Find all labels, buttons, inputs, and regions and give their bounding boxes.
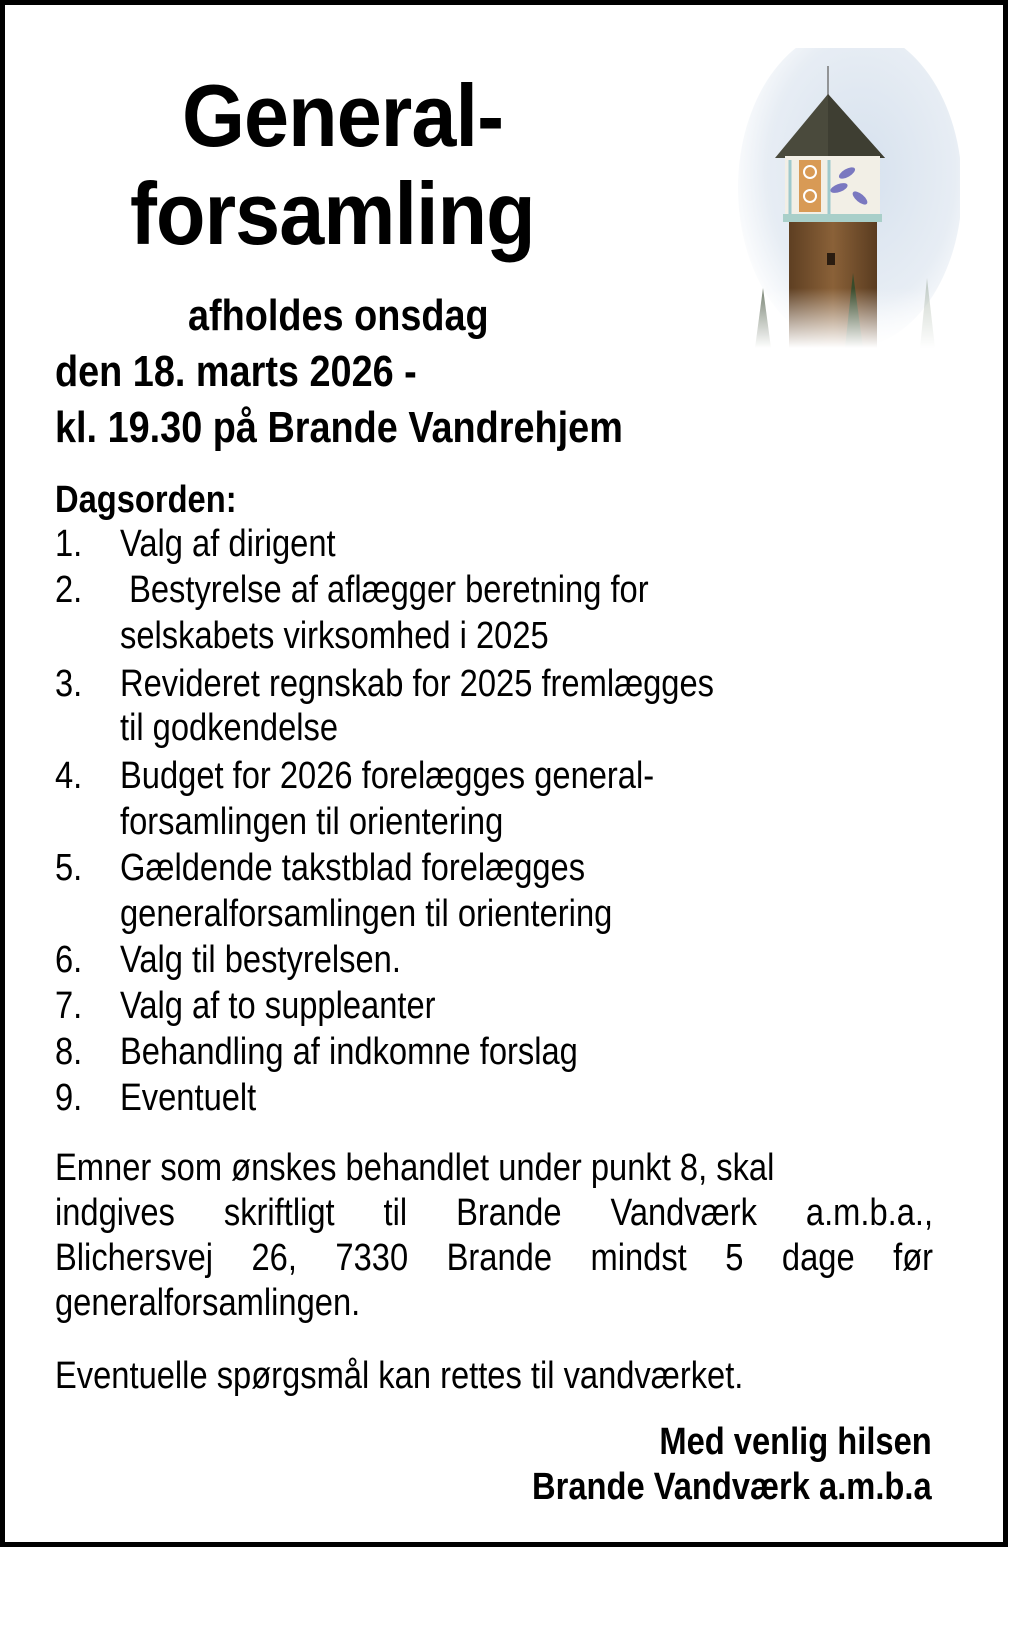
title-line-1: General-	[182, 66, 504, 165]
water-tower-icon	[735, 48, 960, 348]
subtitle-date: den 18. marts 2026 -	[55, 347, 417, 396]
signature-organization: Brande Vandværk a.m.b.a	[532, 1466, 932, 1508]
water-tower-image	[735, 48, 960, 348]
agenda-heading: Dagsorden:	[55, 479, 237, 521]
title-line-2: forsamling	[130, 164, 535, 263]
submission-line-3: Blichersvej 26, 7330 Brande mindst 5 dage før	[55, 1237, 934, 1279]
subtitle-time-place: kl. 19.30 på Brande Vandrehjem	[55, 403, 623, 452]
submission-line-1: Emner som ønskes behandlet under punkt 8, skal	[55, 1147, 775, 1189]
submission-line-2: indgives skriftligt til Brande Vandværk a.m.b.a.,	[55, 1192, 934, 1234]
submission-line-4: generalforsamlingen.	[55, 1282, 361, 1324]
questions-paragraph: Eventuelle spørgsmål kan rettes til vandværket.	[55, 1355, 744, 1397]
signature-greeting: Med venlig hilsen	[659, 1421, 932, 1463]
subtitle-day: afholdes onsdag	[188, 291, 489, 340]
submission-paragraph	[55, 1146, 933, 1326]
